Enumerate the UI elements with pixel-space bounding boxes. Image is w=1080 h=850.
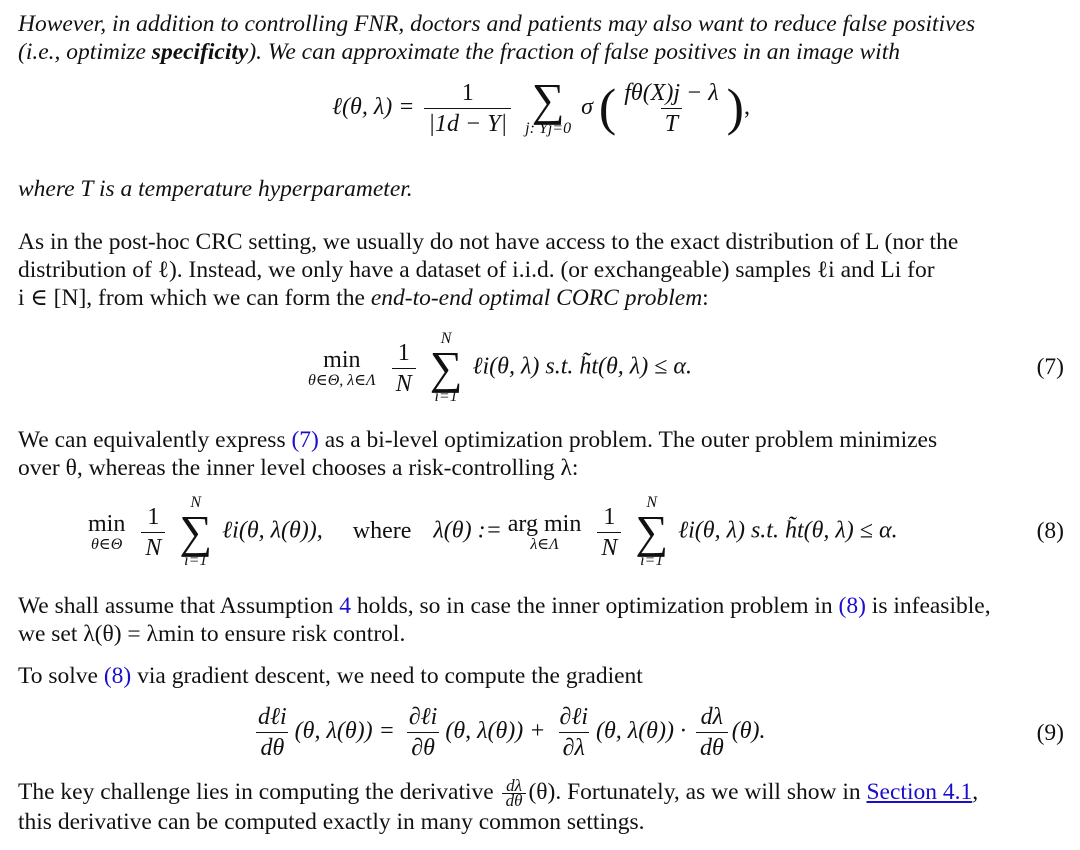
min-operator: min θ∈Θ [88, 511, 126, 553]
argmin-operator: arg min λ∈Λ [507, 511, 582, 553]
sum-operator: N ∑ i=1 [429, 330, 463, 405]
text-line: this derivative can be computed exactly in many common settings. [18, 809, 645, 836]
fraction: $\frac{\text{dℓi}}{d\theta}$ [258, 704, 287, 761]
equation-ref-link[interactable]: (8) [838, 593, 866, 619]
assumption-ref-link[interactable]: 4 [339, 593, 351, 619]
text-line: However, in addition to controlling FNR, doctors and patients may also want to reduce false positives [18, 11, 976, 37]
fraction: $\frac{1}{N}$ [597, 502, 621, 563]
text-line: where T is a temperature hyperparameter. [18, 176, 413, 202]
sum-operator: ∑ j: Yj=0 [525, 73, 572, 137]
min-operator: min θ∈Θ, λ∈Λ [308, 347, 376, 389]
text-line: distribution of ℓ). Instead, we only have a dataset of i.i.d. (or exchangeable) samples ℓi and Li for [18, 257, 935, 283]
paragraph-gradient: To solve (8) via gradient descent, we need to compute the gradient [18, 663, 643, 689]
equation-7 [18, 330, 1064, 406]
fraction: $\frac{f\theta(X)j - \lambda}{T}$ [624, 80, 719, 137]
fraction: $\frac{\text{∂ℓi}}{\partial\lambda}$ [559, 704, 589, 761]
equation-number: (7) [1036, 354, 1064, 380]
where-word: where [352, 517, 412, 544]
paragraph-specificity [18, 10, 1064, 66]
sigma: σ [581, 94, 593, 121]
fraction: $\frac{1}{|1d - Y|}$ [424, 78, 511, 139]
section-link[interactable]: Section 4.1 [866, 779, 973, 805]
fraction: $\frac{1}{N}$ [392, 338, 416, 399]
equation-number: (9) [1036, 720, 1064, 746]
equation-8: min θ∈Θ $\frac{1}{N}$ N ∑ i=1 ℓi(θ, λ(θ)), where λ(θ) := arg min λ∈Λ $\frac{1}{N}$ N ∑ i=1 ℓi(θ, λ) s.t. h̃t(θ, λ) ≤ α. (8) [88, 494, 1064, 569]
paragraph-key-challenge: The key challenge lies in computing the derivative $\frac{d\lambda}{d\theta}$ (θ). Fortunately, as we will show in Section 4.1, this derivative can be computed exactly in many common settings. [18, 776, 979, 836]
fraction: $\frac{\text{∂ℓi}}{\partial\theta}$ [408, 704, 438, 761]
sum-operator: N ∑ i=1 [179, 494, 213, 569]
inline-fraction: $\frac{d\lambda}{d\theta}$ [502, 779, 527, 808]
bold-term: specificity [151, 39, 249, 65]
equation-loss: ℓ(θ, λ) = $\frac{1}{|1d - Y|}$ ∑ j: Yj=0 σ ( $\frac{f\theta(X)j - \lambda}{T}$ ), [332, 73, 750, 137]
eq-body: ℓi(θ, λ) s.t. h̃t(θ, λ) ≤ α. [472, 353, 692, 380]
italic-term: end-to-end optimal CORC problem [370, 285, 703, 311]
equation-number: (8) [1036, 518, 1064, 544]
paragraph-temperature [18, 175, 1064, 203]
fraction: $\frac{1}{N}$ [141, 502, 165, 563]
text-line: i ∈ [N], from which we can form the [18, 285, 371, 311]
text-line: (i.e., optimize [18, 39, 152, 65]
text-line: we set λ(θ) = λmin to ensure risk control. [18, 621, 406, 647]
paragraph-bilevel: We can equivalently express (7) as a bi-level optimization problem. The outer problem minimizes over θ, whereas the inner level chooses a risk-controlling λ: [18, 427, 938, 481]
eq-lhs: ℓ(θ, λ) = [332, 94, 415, 121]
text-line: ). We can approximate the fraction of false positives in an image with [248, 39, 900, 65]
fraction: $\frac{d\lambda}{d\theta}$ [696, 702, 728, 763]
text-line: As in the post-hoc CRC setting, we usually do not have access to the exact distribution of L (nor the [18, 229, 959, 255]
equation-ref-link[interactable]: (8) [103, 663, 132, 689]
equation-9: $\frac{\text{dℓi}}{d\theta}$ (θ, λ(θ)) = $\frac{\text{∂ℓi}}{\partial\theta}$ (θ, λ(θ)) + $\frac{\text{∂ℓi}}{\partial\lambda}$ (θ, λ(θ)) · $\frac{d\lambda}{d\theta}$ (θ). (9) [18, 702, 1064, 763]
paragraph-assumption: We shall assume that Assumption 4 holds, so in case the inner optimization problem in (8) is infeasible, we set λ(θ) = λmin to ensure risk control. [18, 593, 991, 647]
equation-ref-link[interactable]: (7) [291, 427, 319, 453]
paragraph-posthoc: As in the post-hoc CRC setting, we usually do not have access to the exact distribution of L (nor the distribution of ℓ). Instead, we only have a dataset of i.i.d. (or exchangeable) samples ℓi and Li for i ∈ [N], from which we can form the end-to-end optimal CORC problem: [18, 229, 959, 311]
sum-operator: N ∑ i=1 [635, 494, 669, 569]
text-line: over θ, whereas the inner level chooses a risk-controlling λ: [18, 455, 579, 481]
